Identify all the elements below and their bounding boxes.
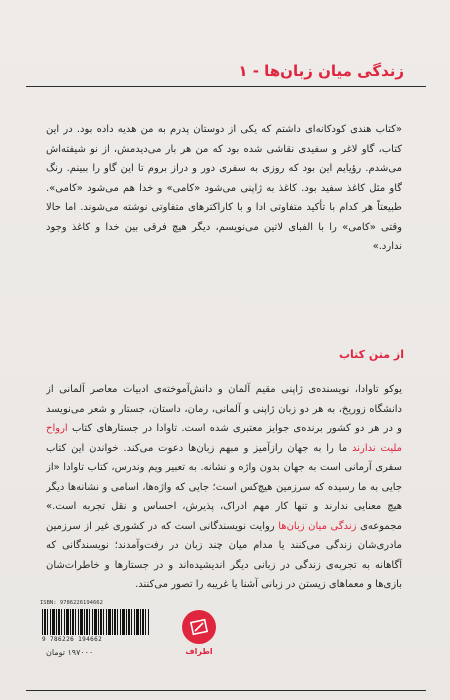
quote-paragraph: «کتاب هندی کودکانه‌ای داشتم که یکی از دوستان پدرم به من هدیه داده بود. در این کتاب، گاو لاغر و سفیدی نقاشی شده بود که من هر بار می‌دیدمش، از نو شیفته‌اش می‌شدم. رؤیایم این بود که روزی به سفری دور و دراز بروم تا این گاو را ببینم. رنگ گاو مثل کاغذ سفید بود. کاغذ به ژاپنی می‌شود «کامی» و خدا هم می‌شود «کامی». طبیعتاً هر کدام با تأکید متفاوتی ادا و با کاراکترهای متفاوتی نوشته می‌شوند. اما حالا وقتی «کامی» را با الفبای لاتین می‌نویسم، دیگر هیچ فرقی بین خدا و کاغذ وجود ندارد.» [46,124,402,252]
intro-text-part3: روایت نویسندگانی است که در کشوری غیر از سرزمین مادری‌شان زندگی می‌کنند یا مدام میان چند زبان در رفت‌وآمدند؛ نویسندگانی که آگاهانه به تجربه‌ی زندگی در زبانی دیگر اندیشیده‌اند و در جستارها و خاطرات‌شان بازی‌ها و معماهای زیستن در زبانی آشنا یا غریبه را تصور می‌کنند. [46,520,402,590]
barcode-icon [42,609,150,635]
bottom-divider [26,690,426,691]
book-title: ارواح ملیت ندارند [46,423,402,454]
publisher-logo [182,610,216,660]
series-name: زندگی میان زبان‌ها [278,520,357,532]
isbn-barcode [40,600,152,648]
barcode-digits: 9 786226 194662 [42,636,103,643]
publisher-name: اطراف [185,647,213,656]
isbn-label: ISBN: 9786226194662 [40,600,103,606]
publisher-logo-icon [182,610,216,644]
intro-text-part2: ما را به جهان رازآمیز و مبهم زبان‌ها دعوت می‌کند. خواندن این کتاب سفری آرمانی است به جهان بدون واژه و نشانه. به تعبیر ویم وندرس، کتاب تاوادا «از جایی به ما رسیده که سرزمین هیچ‌کس است؛ جایی که واژه‌ها، اسامی و نشانه‌ها دیگر هیچ معنایی ندارند و تنها کار مهم ادراک، پذیرش، احساس و نقل تجربه است.» مجموعه‌ی [46,442,402,532]
price-label: ۱۹۷۰۰۰ تومان [46,648,94,657]
intro-text-part1: یوکو تاوادا، نویسنده‌ی ژاپنی مقیم آلمان و دانش‌آموخته‌ی ادبیات معاصر آلمانی از دانشگاه زوریخ، به هر دو زبان ژاپنی و آلمانی، رمان، داستان، جستار و شعر می‌نویسد و در هر دو کشور برنده‌ی جوایز معتبری شده است. تاوادا در جستارهای کتاب [46,384,402,434]
from-book-heading: از متن کتاب [338,348,404,361]
top-divider [26,86,426,87]
series-title: زندگی میان زبان‌ها - ۱ [238,62,404,80]
